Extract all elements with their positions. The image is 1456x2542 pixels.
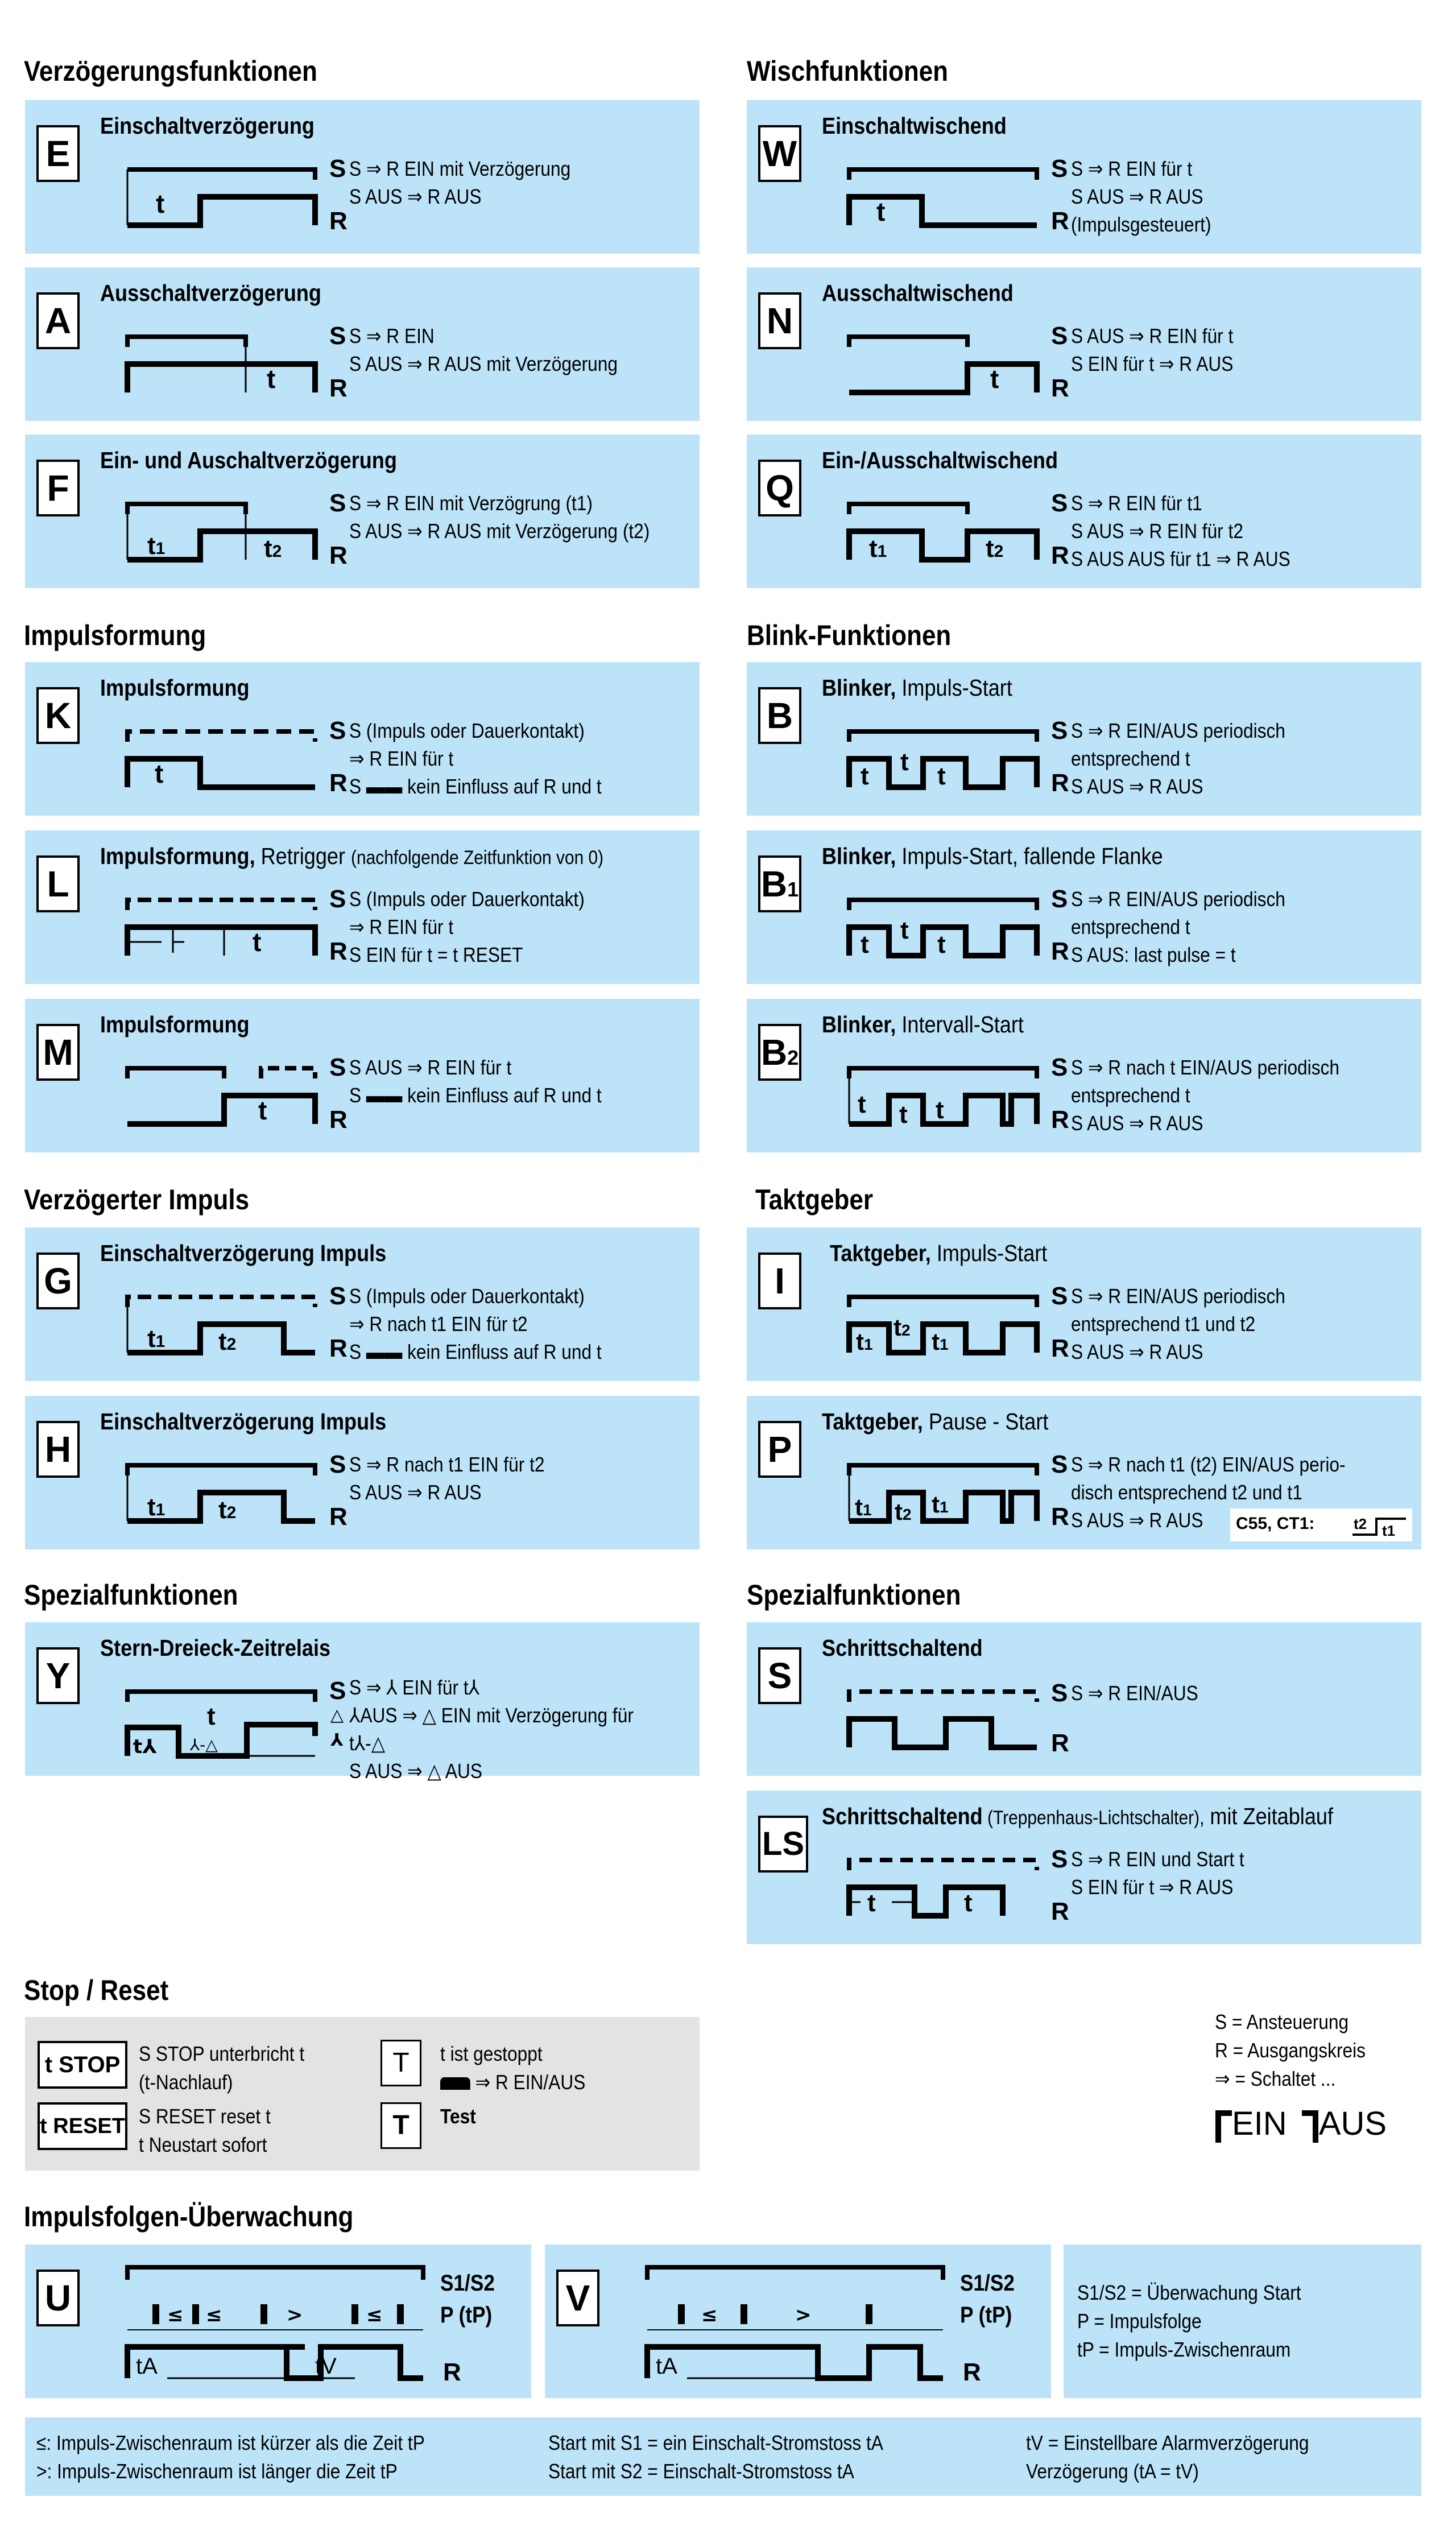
svg-text:≤: ≤ bbox=[701, 2304, 718, 2326]
function-title: Einschaltverzögerung Impuls bbox=[100, 1240, 387, 1266]
function-box-F: F Ein- und Auschaltverzögerung t1 t2 S R S ⇒ R EIN mit Verzögrung (t1) S AUS ⇒ R AUS mit Verzögerung (t2) bbox=[25, 435, 700, 588]
svg-text:t: t bbox=[900, 748, 909, 776]
timing-diagram bbox=[815, 491, 1043, 571]
ein-aus-legend: EIN AUS bbox=[1215, 2105, 1387, 2143]
timing-diagram bbox=[93, 1679, 332, 1770]
svg-text:t2: t2 bbox=[218, 1496, 237, 1524]
function-box-LS: LS Schrittschaltend (Treppenhaus-Lichtschalter), mit Zeitablauf t t S R S ⇒ R EIN und Start t S EIN für t ⇒ R AUS bbox=[747, 1791, 1421, 1944]
monitor-info-box: S1/S2 = Überwachung Start P = Impulsfolge tP = Impuls-Zwischenraum bbox=[1064, 2245, 1421, 2398]
function-box-I: I Taktgeber, Impuls-Start t1 t2 t1 S R S ⇒ R EIN/AUS periodisch entsprechend t1 und t2 S AUS ⇒ R AUS bbox=[747, 1227, 1421, 1381]
function-desc: S ⇒ R EIN mit Verzögerung S AUS ⇒ R AUS bbox=[349, 157, 571, 208]
svg-text:⅄-△: ⅄-△ bbox=[190, 1735, 218, 1754]
function-box-B1: B1 Blinker, Impuls-Start, fallende Flanke t t t S R S ⇒ R EIN/AUS periodisch entsprechend t S AUS: last pulse = t bbox=[747, 830, 1421, 984]
function-title: Impulsformung bbox=[100, 675, 250, 701]
tstop-icon: t STOP bbox=[38, 2041, 127, 2089]
function-title: Ausschaltwischend bbox=[822, 280, 1014, 306]
timing-diagram bbox=[93, 1056, 321, 1135]
section-delay: Verzögerungsfunktionen bbox=[24, 55, 317, 87]
svg-text:t1: t1 bbox=[856, 1328, 873, 1355]
svg-text:t2: t2 bbox=[1354, 1515, 1367, 1532]
svg-text:t: t bbox=[253, 927, 262, 957]
treset-icon: t RESET bbox=[38, 2102, 127, 2150]
function-letter: H bbox=[36, 1421, 80, 1478]
function-letter: P bbox=[758, 1421, 801, 1478]
function-box-L: L Impulsformung, Retrigger (nachfolgende Zeitfunktion von 0) t S R S (Impuls oder Dauerkontakt) ⇒ R EIN für t S EIN für t = t RESET bbox=[25, 830, 700, 984]
function-title: Ein- und Auschaltverzögerung bbox=[100, 447, 397, 473]
svg-text:t2: t2 bbox=[895, 1498, 912, 1525]
function-title: Einschaltverzögerung Impuls bbox=[100, 1408, 387, 1435]
function-letter: W bbox=[758, 125, 801, 182]
svg-text:tA: tA bbox=[136, 2354, 158, 2379]
function-box-B2: B2 Blinker, Intervall-Start t t t S R S ⇒ R nach t EIN/AUS periodisch entsprechend t S AUS ⇒ R AUS bbox=[747, 999, 1421, 1152]
section-stop-reset: Stop / Reset bbox=[24, 1974, 169, 2006]
timing-diagram bbox=[815, 157, 1043, 237]
test-label: Test bbox=[440, 2105, 476, 2128]
timing-diagram bbox=[815, 1284, 1043, 1364]
function-letter: V bbox=[556, 2270, 599, 2326]
timing-diagram bbox=[93, 491, 321, 571]
timing-diagram bbox=[815, 719, 1043, 799]
function-letter: Y bbox=[36, 1647, 80, 1704]
function-box-B: B Blinker, Impuls-Start t t t S R S ⇒ R EIN/AUS periodisch entsprechend t S AUS ⇒ R AUS bbox=[747, 662, 1421, 816]
function-box-A: A Ausschaltverzögerung t S R S ⇒ R EIN S AUS ⇒ R AUS mit Verzögerung bbox=[25, 267, 700, 421]
timing-diagram bbox=[93, 324, 321, 404]
svg-text:t: t bbox=[861, 762, 869, 790]
stop-reset-box: t STOP S STOP unterbricht t (t-Nachlauf) t RESET S RESET reset t t Neustart sofort T t ist gestoppt ⇒ R EIN/AUS T Test bbox=[25, 2017, 700, 2171]
function-letter: B bbox=[758, 687, 801, 744]
function-letter: A bbox=[36, 292, 80, 349]
function-box-E: E Einschaltverzögerung t S R S ⇒ R EIN mit Verzögerung S AUS ⇒ R AUS bbox=[25, 100, 700, 254]
svg-text:t1: t1 bbox=[855, 1494, 872, 1520]
function-box-S: S Schrittschaltend S R S ⇒ R EIN/AUS bbox=[747, 1622, 1421, 1776]
monitor-box-V: V ≤ > tA S1/S2 P (tP) R bbox=[545, 2245, 1051, 2398]
svg-text:t: t bbox=[867, 1889, 876, 1917]
svg-text:t2: t2 bbox=[986, 535, 1004, 563]
svg-text:t: t bbox=[861, 931, 869, 958]
svg-text:t: t bbox=[876, 197, 886, 226]
T-icon: T bbox=[380, 2040, 421, 2086]
svg-text:≤: ≤ bbox=[206, 2304, 222, 2326]
svg-text:t: t bbox=[937, 762, 946, 790]
svg-text:t: t bbox=[258, 1096, 267, 1125]
svg-text:tV: tV bbox=[315, 2354, 337, 2379]
function-box-K: K Impulsformung t S R S (Impuls oder Dauerkontakt) ⇒ R EIN für t S ▬▬ kein Einfluss auf R und t bbox=[25, 662, 700, 816]
function-letter: S bbox=[758, 1647, 801, 1704]
section-special-right: Spezialfunktionen bbox=[747, 1579, 961, 1611]
svg-text:t: t bbox=[858, 1090, 866, 1118]
section-special-left: Spezialfunktionen bbox=[24, 1579, 238, 1611]
svg-text:t1: t1 bbox=[932, 1328, 949, 1355]
function-title: Stern-Dreieck-Zeitrelais bbox=[100, 1635, 331, 1661]
function-letter: E bbox=[36, 125, 80, 182]
timing-diagram bbox=[93, 1453, 321, 1532]
svg-text:t: t bbox=[899, 1101, 908, 1129]
section-blink: Blink-Funktionen bbox=[747, 619, 952, 651]
function-box-Y: Y Stern-Dreieck-Zeitrelais t t⅄ ⅄-△ S △ ⅄ S ⇒ ⅄ EIN für t⅄ ⅄AUS ⇒ △ EIN mit Verzögerung für t⅄-△ S AUS ⇒ △ AUS bbox=[25, 1622, 700, 1776]
timing-diagram bbox=[82, 2256, 446, 2387]
svg-text:t1: t1 bbox=[1382, 1522, 1396, 1539]
function-letter: B2 bbox=[758, 1024, 801, 1081]
section-monitoring: Impulsfolgen-Überwachung bbox=[24, 2201, 354, 2233]
function-letter: F bbox=[36, 460, 80, 516]
function-title: Schrittschaltend bbox=[822, 1635, 983, 1661]
section-clock: Taktgeber bbox=[755, 1184, 874, 1216]
function-letter: L bbox=[36, 855, 80, 912]
function-letter: Q bbox=[758, 460, 801, 516]
svg-text:t: t bbox=[207, 1702, 216, 1730]
timing-diagram bbox=[93, 719, 321, 799]
function-box-Q: Q Ein-/Ausschaltwischend t1 t2 S R S ⇒ R EIN für t1 S AUS ⇒ R EIN für t2 S AUS AUS für t1 ⇒ R AUS bbox=[747, 435, 1421, 588]
timing-diagram bbox=[815, 1679, 1043, 1759]
svg-text:t1: t1 bbox=[932, 1491, 949, 1518]
function-box-W: W Einschaltwischend t S R S ⇒ R EIN für t S AUS ⇒ R AUS (Impulsgesteuert) bbox=[747, 100, 1421, 254]
function-title: Einschaltverzögerung bbox=[100, 113, 315, 139]
function-title: Ausschaltverzögerung bbox=[100, 280, 321, 306]
function-letter: U bbox=[36, 2270, 80, 2326]
timing-diagram bbox=[93, 157, 321, 237]
function-box-N: N Ausschaltwischend t S R S AUS ⇒ R EIN für t S EIN für t ⇒ R AUS bbox=[747, 267, 1421, 421]
function-title: Impulsformung bbox=[100, 1011, 250, 1038]
model-badge: C55, CT1: t2 t1 bbox=[1230, 1508, 1412, 1541]
svg-text:≤: ≤ bbox=[167, 2304, 184, 2326]
svg-text:t: t bbox=[990, 364, 999, 394]
svg-text:>: > bbox=[795, 2304, 812, 2326]
svg-text:t: t bbox=[156, 189, 165, 218]
svg-text:t: t bbox=[900, 916, 909, 944]
timing-diagram bbox=[93, 887, 321, 967]
function-letter: G bbox=[36, 1253, 80, 1309]
monitor-box-U: U ≤ ≤ > ≤ tA tV S1/S2 P (tP) R bbox=[25, 2245, 531, 2398]
svg-text:t2: t2 bbox=[264, 535, 282, 563]
function-box-G: G Einschaltverzögerung Impuls t1 t2 S R S (Impuls oder Dauerkontakt) ⇒ R nach t1 EIN für t2 S ▬▬ kein Einfluss auf R und t bbox=[25, 1227, 700, 1381]
function-box-H: H Einschaltverzögerung Impuls t1 t2 S R S ⇒ R nach t1 EIN für t2 S AUS ⇒ R AUS bbox=[25, 1396, 700, 1549]
svg-text:t: t bbox=[267, 364, 276, 394]
function-letter: I bbox=[758, 1253, 801, 1309]
function-letter: N bbox=[758, 292, 801, 349]
timing-diagram bbox=[815, 324, 1043, 404]
svg-text:t1: t1 bbox=[869, 535, 887, 563]
svg-text:t1: t1 bbox=[147, 532, 166, 560]
svg-text:t: t bbox=[937, 931, 946, 958]
timing-diagram bbox=[815, 1056, 1043, 1135]
svg-text:≤: ≤ bbox=[366, 2304, 383, 2326]
timing-diagram bbox=[815, 887, 1043, 967]
timing-diagram bbox=[815, 1453, 1043, 1532]
svg-text:t: t bbox=[964, 1889, 973, 1917]
function-title: Ein-/Ausschaltwischend bbox=[822, 447, 1058, 473]
svg-text:t2: t2 bbox=[218, 1328, 237, 1355]
monitor-footnotes: ≤: Impuls-Zwischenraum ist kürzer als die Zeit tP >: Impuls-Zwischenraum ist länger die Zeit tP Start mit S1 = ein Einschalt-Stromstoss tA Start mit S2 = Einschalt-Stromstoss tA tV = Einstellbare Alarmverzögerung Verzögerung (tA = tV) bbox=[25, 2417, 1421, 2496]
function-letter: M bbox=[36, 1024, 80, 1081]
function-box-P: P Taktgeber, Pause - Start t1 t2 t1 S R S ⇒ R nach t1 (t2) EIN/AUS perio- disch entsprechend t2 und t1 S AUS ⇒ R AUS C55, CT1: t2 t1 bbox=[747, 1396, 1421, 1549]
svg-text:tA: tA bbox=[656, 2354, 677, 2379]
svg-text:t: t bbox=[155, 759, 164, 788]
section-pulse: Impulsformung bbox=[24, 619, 206, 651]
legend: S = Ansteuerung R = Ausgangskreis ⇒ = Schaltet ... bbox=[1215, 2010, 1366, 2090]
svg-text:t⅄: t⅄ bbox=[133, 1735, 158, 1758]
svg-text:t1: t1 bbox=[147, 1493, 166, 1521]
svg-text:>: > bbox=[287, 2304, 303, 2326]
function-letter: LS bbox=[758, 1816, 808, 1873]
timing-diagram bbox=[602, 2256, 966, 2387]
function-letter: K bbox=[36, 687, 80, 744]
section-wipe: Wischfunktionen bbox=[747, 55, 949, 87]
section-delayed-pulse: Verzögerter Impuls bbox=[24, 1184, 250, 1216]
function-letter: B1 bbox=[758, 855, 801, 912]
function-box-M: M Impulsformung t S R S AUS ⇒ R EIN für t S ▬▬ kein Einfluss auf R und t bbox=[25, 999, 700, 1152]
svg-text:t: t bbox=[936, 1096, 944, 1124]
timing-diagram bbox=[815, 1847, 1043, 1927]
timing-diagram bbox=[93, 1284, 321, 1364]
test-T-icon: T bbox=[380, 2102, 421, 2149]
svg-text:t2: t2 bbox=[894, 1314, 911, 1341]
svg-text:t1: t1 bbox=[147, 1325, 166, 1353]
function-title: Einschaltwischend bbox=[822, 113, 1007, 139]
